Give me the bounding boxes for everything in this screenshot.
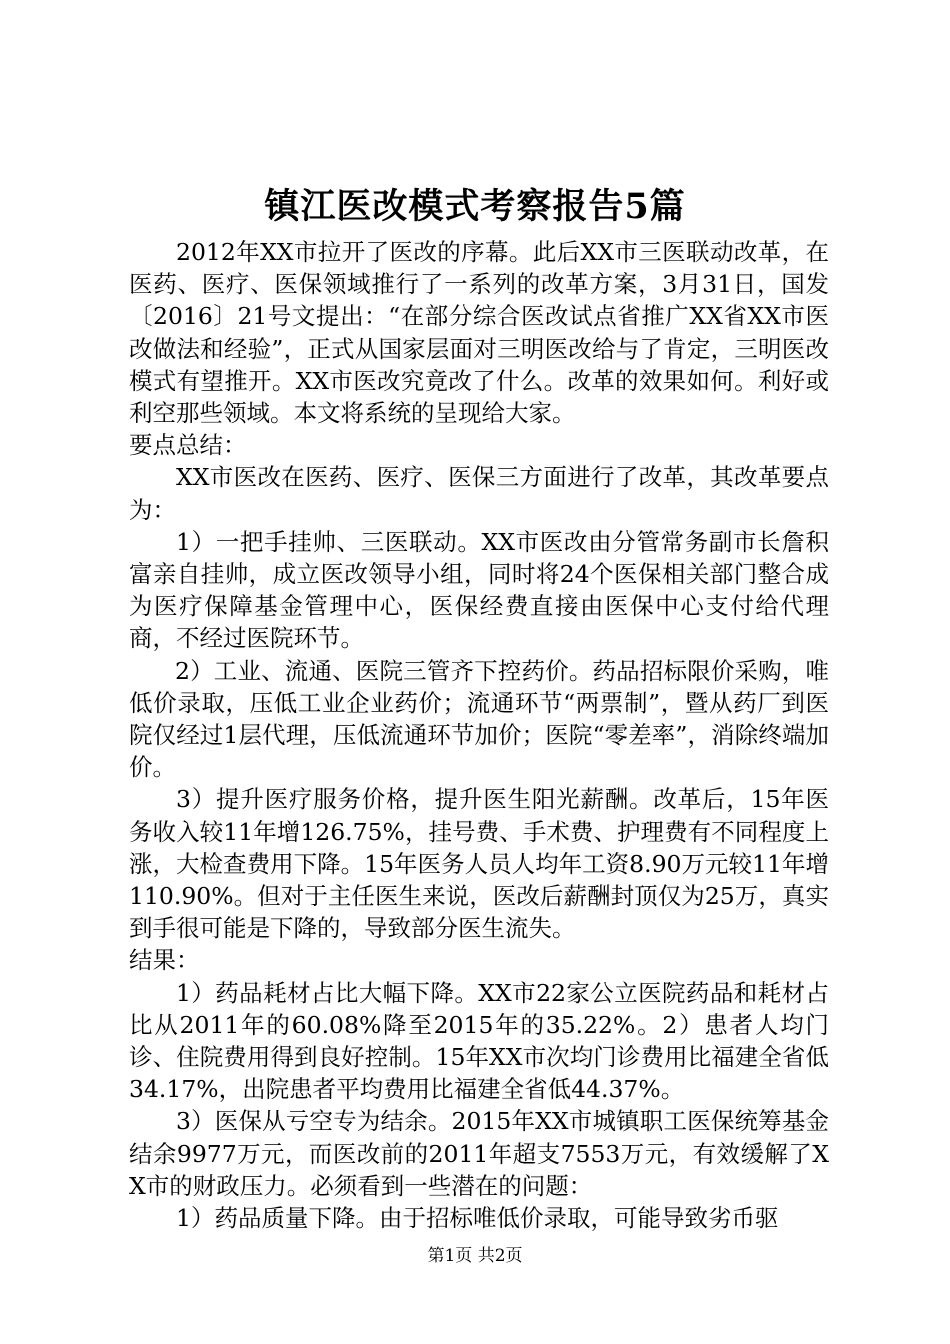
paragraph-point-1: 1）一把手挂帅、三医联动。XX市医改由分管常务副市长詹积富亲自挂帅，成立医改领导小组，同时将24个医保相关部门整合成为医疗保障基金管理中心，医保经费直接由医保中心支付给代理商，不经过医院环节。 [129, 527, 829, 653]
paragraph-summary-heading: 要点总结： [129, 431, 247, 460]
document-title: 镇江医改模式考察报告5篇 [264, 186, 686, 227]
paragraph-reform-points: XX市医改在医药、医疗、医保三方面进行了改革，其改革要点为： [129, 463, 829, 524]
paragraph-result-1-2: 1）药品耗材占比大幅下降。XX市22家公立医院药品和耗材占比从2011年的60.08%降至2015年的35.22%。2）患者人均门诊、住院费用得到良好控制。15年XX市次均门诊费用比福建全省低34.17%，出院患者平均费用比福建全省低44.37%。 [129, 978, 829, 1104]
paragraph-problem-1: 1）药品质量下降。由于招标唯低价录取，可能导致劣币驱 [176, 1204, 779, 1233]
paragraph-result-3: 3）医保从亏空专为结余。2015年XX市城镇职工医保统筹基金结余9977万元，而医改前的2011年超支7553万元，有效缓解了XX市的财政压力。必须看到一些潜在的问题： [129, 1107, 829, 1200]
paragraph-point-3: 3）提升医疗服务价格，提升医生阳光薪酬。改革后，15年医务收入较11年增126.75%，挂号费、手术费、护理费有不同程度上涨，大检查费用下降。15年医务人员人均年工资8.90万元较11年增110.90%。但对于主任医生来说，医改后薪酬封顶仅为25万，真实到手很可能是下降的，导致部分医生流失。 [129, 785, 829, 943]
paragraph-point-2: 2）工业、流通、医院三管齐下控药价。药品招标限价采购，唯低价录取，压低工业企业药价；流通环节“两票制”，暨从药厂到医院仅经过1层代理，压低流通环节加价；医院“零差率”，消除终端加价。 [129, 656, 829, 782]
paragraph-intro: 2012年XX市拉开了医改的序幕。此后XX市三医联动改革，在医药、医疗、医保领域推行了一系列的改革方案，3月31日，国发〔2016〕21号文提出：“在部分综合医改试点省推广XX省XX市医改做法和经验”，正式从国家层面对三明医改给与了肯定，三明医改模式有望推开。XX市医改究竟改了什么。改革的效果如何。利好或利空那些领域。本文将系统的呈现给大家。 [129, 238, 829, 428]
page-footer: 第1页 共2页 [427, 1246, 523, 1266]
document-body [129, 236, 829, 1234]
paragraph-results-heading: 结果： [129, 946, 200, 975]
